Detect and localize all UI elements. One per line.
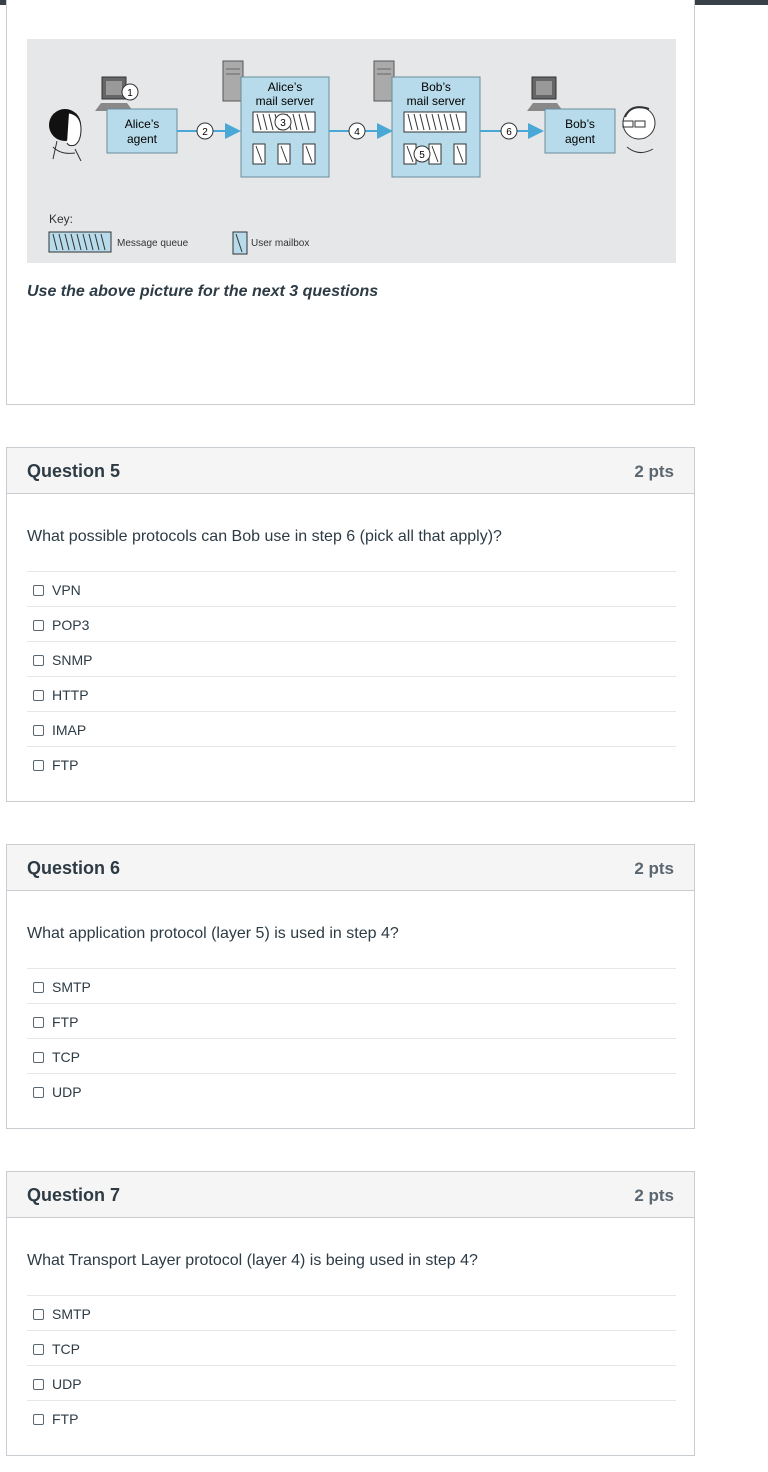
answer-checkbox[interactable] <box>33 1052 44 1063</box>
answer-label[interactable]: FTP <box>52 1014 79 1030</box>
question-text: What possible protocols can Bob use in step 6 (pick all that apply)? <box>27 528 502 545</box>
step-3-label: 3 <box>280 118 286 129</box>
answer-option[interactable] <box>27 711 676 746</box>
answer-option[interactable] <box>27 1003 676 1038</box>
answer-checkbox[interactable] <box>33 690 44 701</box>
answer-list <box>27 1295 676 1435</box>
answer-option[interactable] <box>27 1038 676 1073</box>
answer-label[interactable]: SMTP <box>52 979 91 995</box>
question-card-5 <box>6 447 695 802</box>
bob-computer-icon <box>527 77 563 111</box>
question-points: 2 pts <box>634 1186 674 1205</box>
bob-agent-label-1: Bob’s <box>565 117 595 131</box>
answer-label[interactable]: POP3 <box>52 617 90 633</box>
answer-option[interactable] <box>27 968 676 1003</box>
question-text: What application protocol (layer 5) is used in step 4? <box>27 925 399 942</box>
key-queue-label: Message queue <box>117 238 189 249</box>
alice-server-label-2: mail server <box>255 94 315 108</box>
alice-agent-label-1: Alice’s <box>124 117 160 131</box>
step-6-label: 6 <box>506 127 512 138</box>
answer-label[interactable]: SMTP <box>52 1306 91 1322</box>
answer-checkbox[interactable] <box>33 1414 44 1425</box>
question-header <box>7 448 694 494</box>
answer-list <box>27 968 676 1108</box>
alice-agent-label-2: agent <box>126 132 158 146</box>
answer-checkbox[interactable] <box>33 725 44 736</box>
answer-label[interactable]: TCP <box>52 1049 80 1065</box>
key-mailbox-label: User mailbox <box>251 238 310 249</box>
email-flow-diagram <box>27 39 676 263</box>
step-5-label: 5 <box>419 150 425 161</box>
question-title: Question 6 <box>27 858 121 878</box>
answer-label[interactable]: HTTP <box>52 687 89 703</box>
answer-checkbox[interactable] <box>33 655 44 666</box>
answer-checkbox[interactable] <box>33 1379 44 1390</box>
answer-label[interactable]: IMAP <box>52 722 87 738</box>
question-points: 2 pts <box>634 859 674 878</box>
bob-server-label-2: mail server <box>406 94 466 108</box>
answer-label[interactable]: UDP <box>52 1084 82 1100</box>
answer-label[interactable]: FTP <box>52 1411 79 1427</box>
answer-label[interactable]: TCP <box>52 1341 80 1357</box>
answer-label[interactable]: SNMP <box>52 652 93 668</box>
intro-card <box>6 0 695 405</box>
alice-server-icon <box>223 61 243 101</box>
question-header <box>7 1172 694 1218</box>
question-text: What Transport Layer protocol (layer 4) is being used in step 4? <box>27 1252 478 1269</box>
answer-option[interactable] <box>27 1073 676 1108</box>
step-2-label: 2 <box>202 127 208 138</box>
answer-list <box>27 571 676 781</box>
key-title: Key: <box>49 212 74 226</box>
question-title: Question 7 <box>27 1185 121 1205</box>
question-title: Question 5 <box>27 461 121 481</box>
intro-instruction: Use the above picture for the next 3 questions <box>27 283 379 300</box>
question-card-6 <box>6 844 695 1129</box>
bob-server-label-1: Bob’s <box>421 80 451 94</box>
key-mailbox-icon <box>233 232 247 254</box>
answer-checkbox[interactable] <box>33 1017 44 1028</box>
key-queue-icon <box>49 232 111 252</box>
answer-checkbox[interactable] <box>33 982 44 993</box>
answer-option[interactable] <box>27 641 676 676</box>
answer-option[interactable] <box>27 606 676 641</box>
answer-option[interactable] <box>27 1400 676 1435</box>
answer-option[interactable] <box>27 571 676 606</box>
answer-checkbox[interactable] <box>33 585 44 596</box>
step-1-label: 1 <box>127 88 133 99</box>
bob-server-icon <box>374 61 394 101</box>
alice-mailboxes <box>253 144 315 164</box>
alice-server-label-1: Alice’s <box>267 80 303 94</box>
question-header <box>7 845 694 891</box>
answer-option[interactable] <box>27 1365 676 1400</box>
answer-option[interactable] <box>27 746 676 781</box>
alice-person-icon <box>49 109 81 161</box>
answer-checkbox[interactable] <box>33 1309 44 1320</box>
answer-option[interactable] <box>27 1295 676 1330</box>
answer-option[interactable] <box>27 1330 676 1365</box>
answer-checkbox[interactable] <box>33 760 44 771</box>
answer-checkbox[interactable] <box>33 1344 44 1355</box>
bob-mailboxes <box>404 144 466 164</box>
answer-label[interactable]: UDP <box>52 1376 82 1392</box>
bob-agent-label-2: agent <box>564 132 596 146</box>
step-4-label: 4 <box>354 127 360 138</box>
answer-option[interactable] <box>27 676 676 711</box>
answer-checkbox[interactable] <box>33 620 44 631</box>
answer-checkbox[interactable] <box>33 1087 44 1098</box>
bob-message-queue <box>404 112 466 132</box>
bob-person-icon <box>623 107 655 153</box>
answer-label[interactable]: VPN <box>52 582 81 598</box>
question-card-7 <box>6 1171 695 1456</box>
answer-label[interactable]: FTP <box>52 757 79 773</box>
question-points: 2 pts <box>634 462 674 481</box>
